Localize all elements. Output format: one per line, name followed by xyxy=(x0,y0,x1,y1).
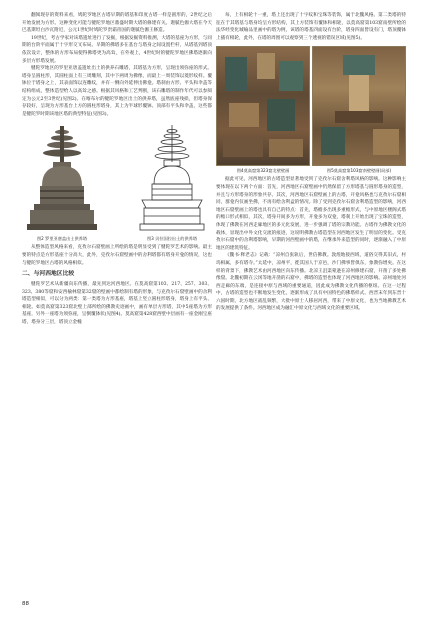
mural-photo-image xyxy=(312,46,406,166)
mural-photo-image xyxy=(216,46,310,166)
paragraph: 犍陀罗地区的罗里亚唐盖遗址出土的供养石雕塔，其塔基为方形，呈现出须弥座的形式。塔身呈圆柱形，其圆柱面上有三周雕刻，其中下两周为佛像，而最上一周装饰以菱形纹样。覆钵位于塔身之上，其表面饰以连雕纹，并有一侧向外延伸出佛龛。塔刹由方形、平头和伞盖等结构组成，整体造型给人以高耸之感。根据其风格和工艺判断，该石雕塔的制作年代可以参阅定为公元2至3世纪(见图2)。在喀布尔的犍陀罗地区出土的供养塔，虽然底座残损，但塔身保存较好，呈现为方形基台上方的圆柱形塔身，其上为半球形覆钵、顶部有平头和伞盖，这些都是犍陀罗时期该地区塔的典型特征(见图3)。 xyxy=(22,66,212,117)
section-heading: 二、与河西地区比较 xyxy=(22,271,75,278)
paragraph: 《魏书·释老志》记载：“凉州自张轨后，世信佛教。敦煌地接西域，道俗交得其旧式，村坞相属，多有塔寺。”太延中，凉州平，徙其国人于京邑，沙门佛事皆俱东，象教弥增矣。在这样的背景下，佛教艺术由河西地区向东传播。北凉王沮渠蒙逊在凉州修建石窟，开凿了多处佛像窟。北魏初期在云冈等地开凿的石窟中，佛塔的造型也体现了河西地区的影响。凉州地处河西走廊的东端，是连接中原与西域的重要通道，因此成为佛教文化传播的枢纽。在这一过程中，古塔的造型也不断地发生变化，逐渐形成了具有中国特色的佛塔样式。西晋末年到东晋十六国时期，北方地区战乱频繁，大批中原士人移居河西，带来了中原文化，也为当地佛教艺术的发展提供了条件。河西地区成为融汇中原文化与西域文化的重要区域。 xyxy=(216,253,406,312)
paragraph: 每，上有相轮十一重，塔上还出现了十字纹和宝珠等装饰，属于北魏风格。第二类塔的特征在于其塔基与塔身均呈方形结构，其上方装饰有覆钵和相轮，以莫高窟第103窟南壁所绘的法华经变化城喻品里画中的塔为例，该塔的塔基四面设有台阶，塔身四面皆设有门，塔顶覆钵上插有相轮，此外，在塔的周围可以观察到三个透视的错误区域(见图5)。 xyxy=(216,13,406,41)
figure-row xyxy=(22,122,212,242)
figure-2-caption: 图2 罗里亚唐盖出土供养塔 xyxy=(36,236,88,242)
stupa-drawing-image xyxy=(132,122,212,234)
figure-4 xyxy=(216,46,310,174)
paragraph: 犍陀罗艺术从新疆向东传播，最先到达河西地区。在莫高窟第103、217、257、303、323、380等窟和安西榆林窟第32窟的壁画中都绘制有塔的形象，与克孜尔石窟壁画中的舍利塔造型相似，可以分为两类：第一类塔为方形基座，塔基上竖立圆柱形塔身，塔身上有平头、相轮。如莫高窟第323窟北壁上部所绘的佛教史迹画中，画有单层方形塔，其中5座塔为方形基座，另外一座塔为须弥座，呈倒覆钵状(见图4)。莫高窟第428窟西壁中层画有一座金刚宝座塔，塔身分三层，塔顶立金幢 xyxy=(22,282,212,326)
figure-5-caption: 图5莫高窟第103窟南壁壁画(局部) xyxy=(326,168,392,174)
right-column xyxy=(216,12,406,313)
paragraph: 翻阅现存的资料来看，鸠陀罗地区古塔早期的塔基和印度古塔一样是圆形的，2世纪之后开始发展为方形。这种变化可能与犍陀罗地区鼎盛时期大塔的修建有关。迦腻色伽大塔在今天巴基斯坦白沙瓦附近，公元1世纪时鸠陀罗贵霜帝国的迦腻色伽王修造。 xyxy=(22,13,212,34)
page-number: 88 xyxy=(22,601,29,607)
paragraph: 从整体造型风格来看，克孜尔石窟壁画上所绘的塔是明显受到了犍陀罗艺术的影响。最主要的特点是方形基座十分高大，此外，克孜尔石窟壁画中的舍利塔都有塔身开龛的情况，这也与犍陀罗地区古塔的风格相似。 xyxy=(22,245,212,266)
figure-row xyxy=(216,46,406,174)
stupa-photo-image xyxy=(22,122,102,234)
figure-3 xyxy=(132,122,212,242)
figure-2 xyxy=(22,122,102,242)
figure-4-caption: 图4莫高窟第323窟北壁壁画 xyxy=(236,168,290,174)
figure-3-caption: 图3 贝拉国拉出土的供养塔 xyxy=(146,236,198,242)
paragraph: 19世纪，考古学家对该塔遗址进行了发掘，根据发掘资料推测，大塔的基座为方形，与同期的台阶平面属于十字形交叉布局。早期的佛塔多在基台与塔身之间设置栏杆，从塔基到塔顶依次设计，整体的方形布局使得佛塔更为高耸，在外观上，4世纪时的犍陀罗地区佛塔逐渐向多层方形塔发展。 xyxy=(22,35,212,64)
figure-5 xyxy=(312,46,406,174)
left-column xyxy=(22,12,212,327)
paragraph: 据此可见，河西地区的古塔造型显著地受到了克孜尔石窟舍利塔风格的影响。这种影响主要体现在以下两个方面：首先，河西地区石窟壁画中仍然保留了方形塔基与圆形塔身的造型，并且与方形塔身的形象共存。其次，河西地区石窟壁画上的古塔，开龛风格也与克孜尔石窟相同，群龛内仅画坐佛，不再有绘舍利盒的情况。除了受到克孜尔石窟舍利塔造型的影响，河西地区石窟壁画上的塔也具有自己的特点：首先，塔檐多出现多重檐形式，与中原地区楼阁式塔的檐口形式相似，其次，塔身开间多为方形，开龛多为双龛，塔刹上开始出现了宝珠的造型，体现了佛教在河西走廊地区的多元化发展，进一步强调了塔的宗教功能。古塔作为佛教文化的载体，显现出中外文化交流的痕迹，这说明佛教古塔造型在河西地区发生了明显的变化。受克孜尔石窟中的舍利塔影响，早期的河西壁画中的塔，在继承外来造型的同时，逐渐融入了中原地区的建筑特征。 xyxy=(216,177,406,251)
